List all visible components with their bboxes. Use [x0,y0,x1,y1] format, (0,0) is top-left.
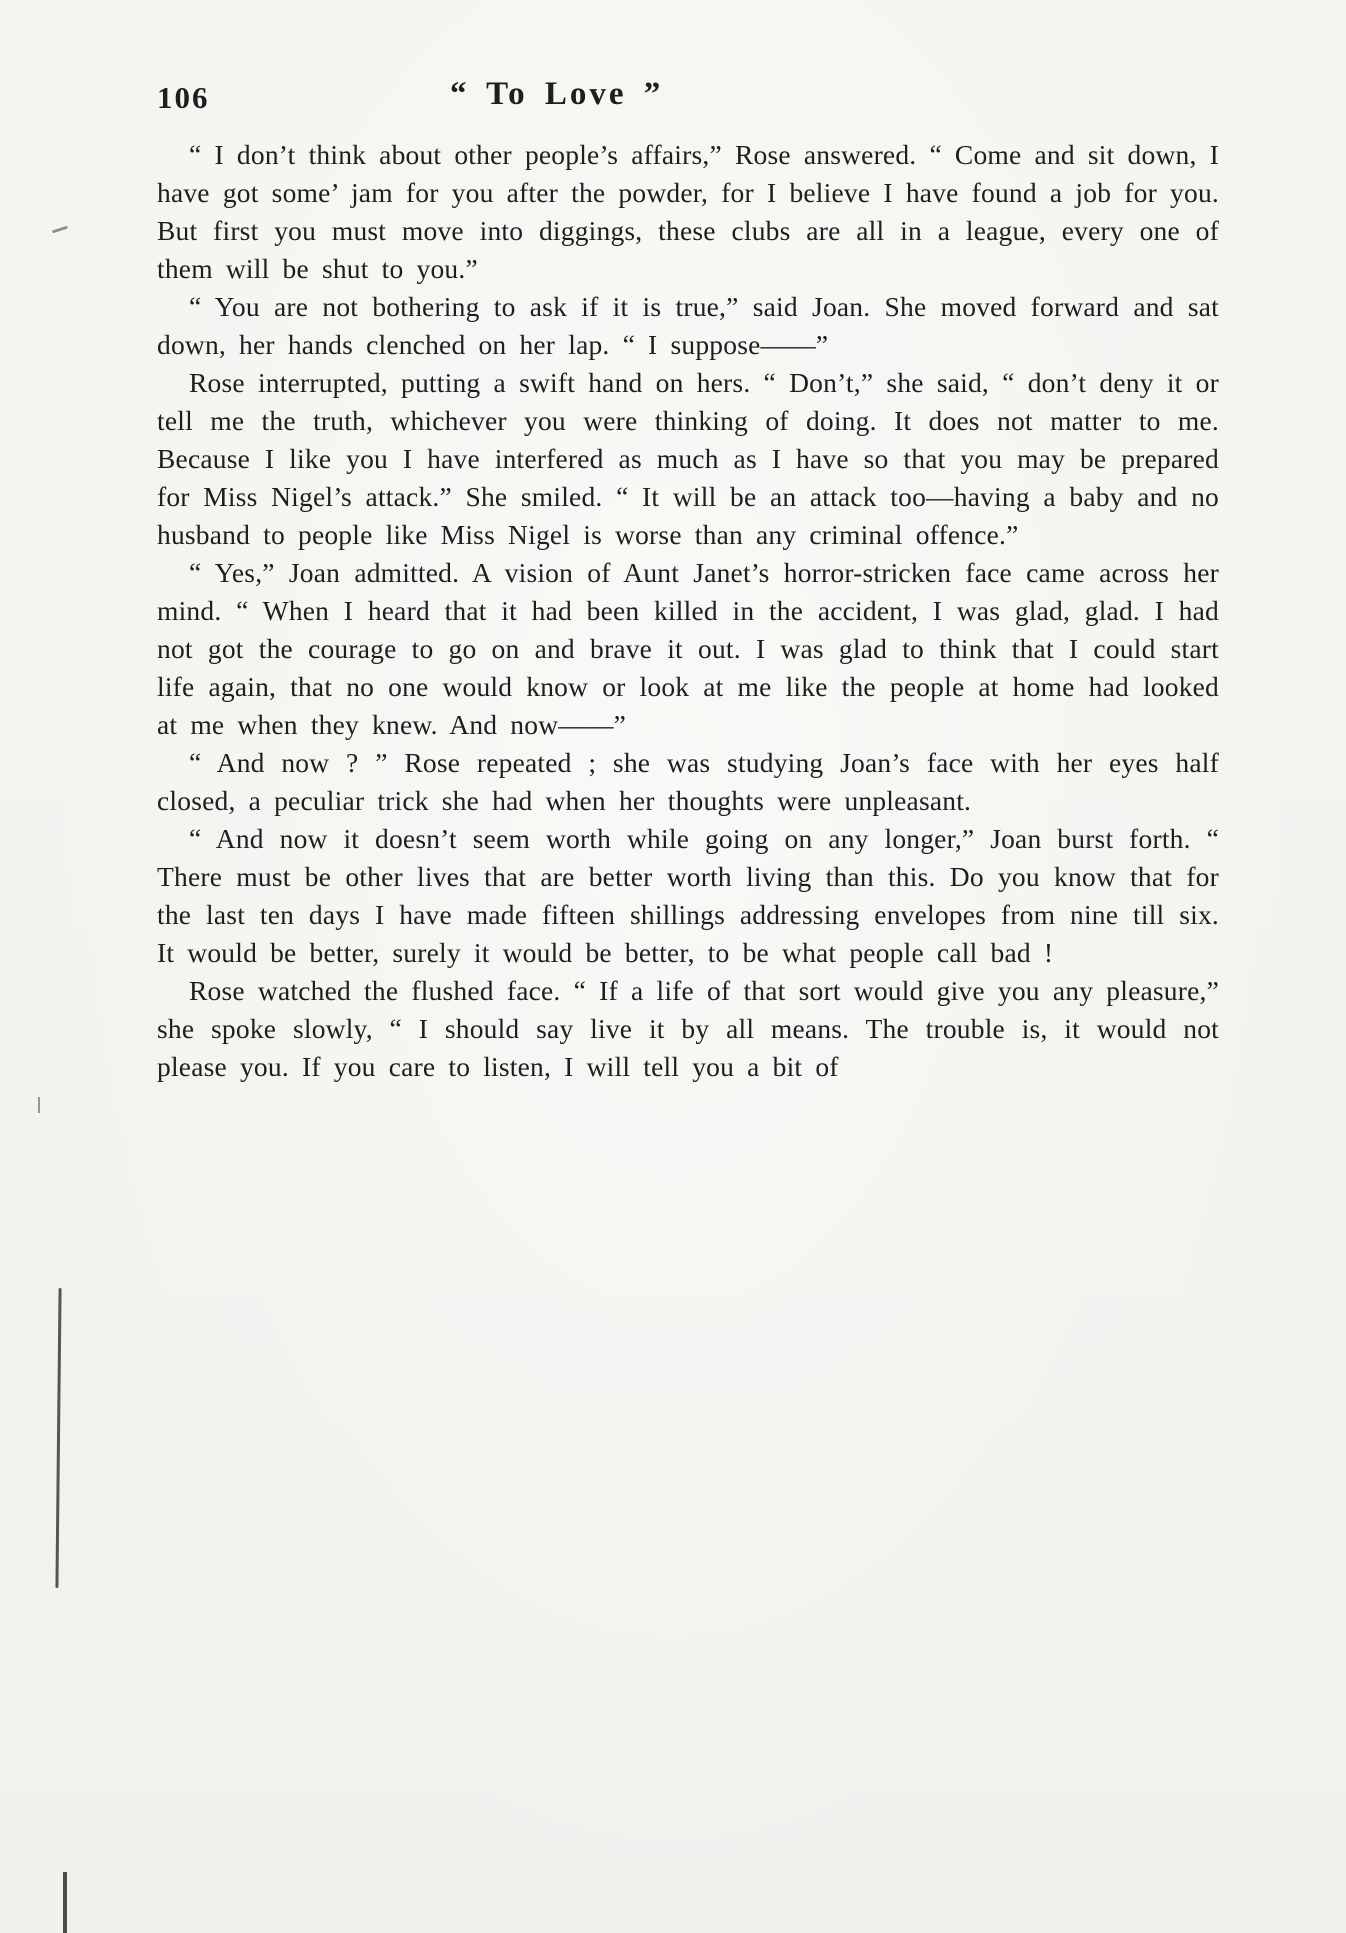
running-title: “ To Love ” [450,76,664,112]
scan-artifact-vertical-line [55,1288,61,1588]
paragraph: “ And now ? ” Rose repeated ; she was studying Joan’s face with her eyes half closed, a peculiar trick she had when her thoughts were unpleasant. [157,747,1219,816]
page-number: 106 [157,80,210,115]
paragraph: “ You are not bothering to ask if it is true,” said Joan. She moved forward and sat down, her hands clenched on her lap. “ I suppose——” [157,291,1219,360]
paragraph: “ Yes,” Joan admitted. A vision of Aunt Janet’s horror-stricken face came across her mind. “ When I heard that it had been killed in the accident, I was glad, glad. I had not got the courage to go on and brave it out. I was glad to think that I could start life again, that no one would know or look at me like the people at home had looked at me when they knew. And now——” [157,557,1219,740]
scan-artifact-tick-mark [38,1097,40,1113]
paragraph: Rose interrupted, putting a swift hand on hers. “ Don’t,” she said, “ don’t deny it or tell me the truth, whichever you were thinking of doing. It does not matter to me. Because I like you I have interfered as much as I have so that you may be prepared for Miss Nigel’s attack.” She smiled. “ It will be an attack too—having a baby and no husband to people like Miss Nigel is worse than any criminal offence.” [157,367,1219,550]
body-text-block [157,136,1219,1086]
paragraph: Rose watched the flushed face. “ If a life of that sort would give you any pleasure,” she spoke slowly, “ I should say live it by all means. The trouble is, it would not please you. If you care to listen, I will tell you a bit of [157,975,1219,1082]
paragraph: “ I don’t think about other people’s affairs,” Rose answered. “ Come and sit down, I have got some’ jam for you after the powder, for I believe I have found a job for you. But first you must move into diggings, these clubs are all in a league, every one of them will be shut to you.” [157,139,1219,284]
paragraph: “ And now it doesn’t seem worth while going on any longer,” Joan burst forth. “ There must be other lives that are better worth living than this. Do you know that for the last ten days I have made fifteen shillings addressing envelopes from nine till six. It would be better, surely it would be better, to be what people call bad ! [157,823,1219,968]
scan-artifact-pen-mark [52,226,68,234]
scan-artifact-edge-line [63,1872,67,1933]
